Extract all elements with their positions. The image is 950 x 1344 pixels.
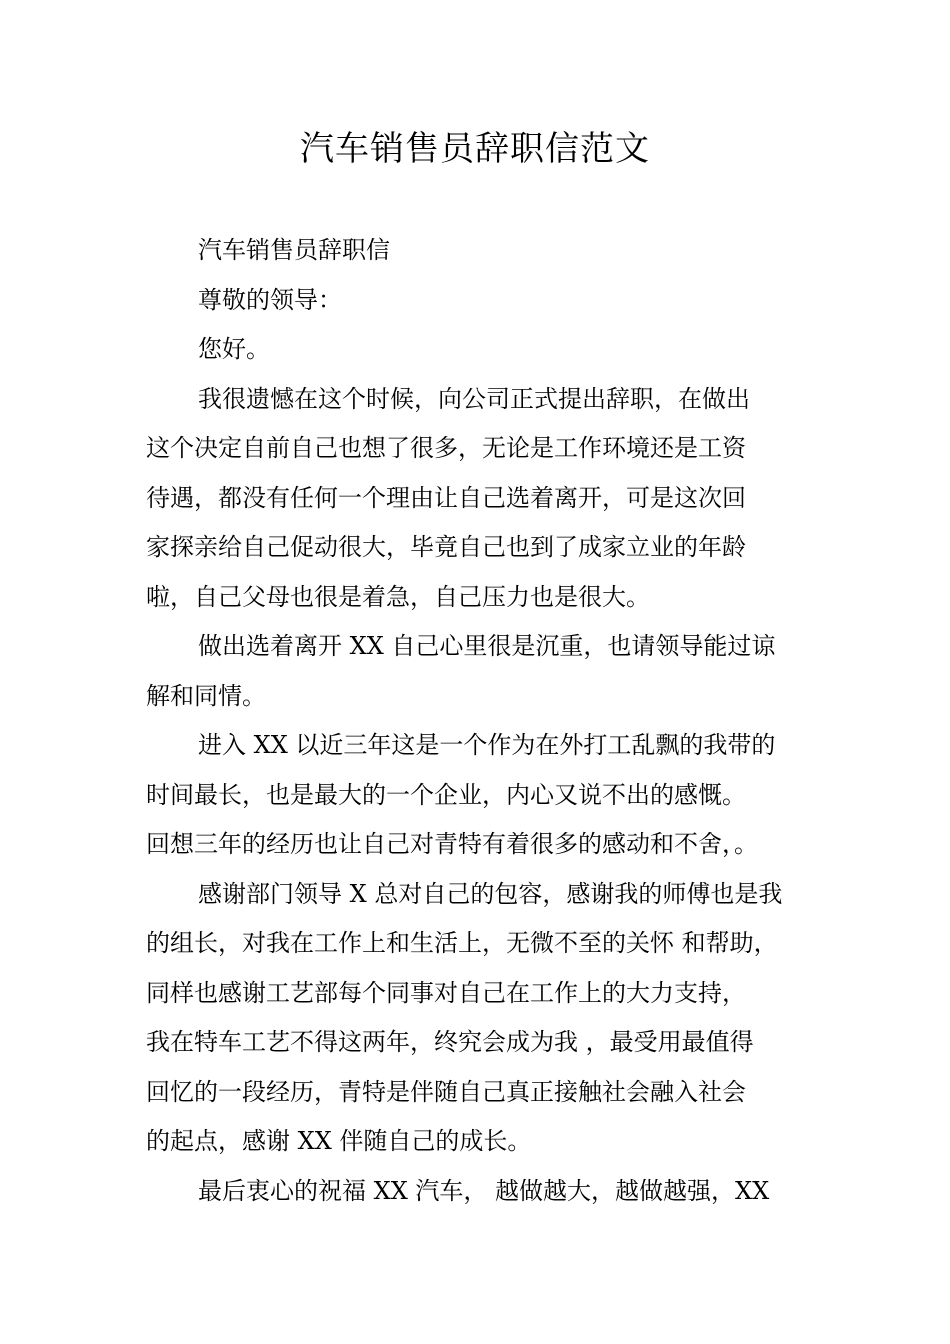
- document-line: 进入 XX 以近三年这是一个作为在外打工乱飘的我带的: [198, 731, 776, 759]
- document-line: 待遇，都没有任何一个理由让自己选着离开，可是这次回: [146, 483, 746, 512]
- document-line: 我很遗憾在这个时候，向公司正式提出辞职，在做出: [198, 384, 750, 413]
- document-line: 回忆的一段经历，青特是伴随自己真正接触社会融入社会: [146, 1077, 746, 1106]
- document-line: 汽车销售员辞职信: [198, 236, 390, 264]
- document-body: [146, 226, 808, 1216]
- document-line: 感谢部门领导 X 总对自己的包容，感谢我的师傅也是我: [198, 879, 783, 908]
- document-line: 家探亲给自己促动很大，毕竟自己也到了成家立业的年龄: [146, 533, 746, 561]
- document-line: 的起点，感谢 XX 伴随自己的成长。: [146, 1127, 532, 1155]
- document-line: 这个决定自前自己也想了很多，无论是工作环境还是工资: [146, 434, 746, 462]
- document-line: 做出选着离开 XX 自己心里很是沉重，也请领导能过谅: [198, 632, 776, 660]
- document-line: 时间最长，也是最大的一个企业，内心又说不出的感慨。: [146, 780, 746, 809]
- document-line: 您好。: [198, 335, 270, 363]
- document-line: 解和同情。: [146, 681, 266, 710]
- document-line: 我在特车工艺不得这两年，终究会成为我 ，最受用最值得: [146, 1028, 754, 1056]
- document-line: 最后衷心的祝福 XX 汽车， 越做越大，越做越强，XX: [198, 1176, 770, 1205]
- document-line: 同样也感谢工艺部每个同事对自己在工作上的大力支持，: [146, 978, 746, 1007]
- document-title: 汽车销售员辞职信范文: [300, 129, 650, 169]
- document-line: 尊敬的领导：: [198, 285, 342, 314]
- document-line: 回想三年的经历也让自己对青特有着很多的感动和不舍，。: [146, 830, 758, 858]
- document-line: 的组长，对我在工作上和生活上，无微不至的关怀 和帮助，: [146, 929, 778, 957]
- document-line: 啦，自己父母也很是着急，自己压力也是很大。: [146, 582, 650, 611]
